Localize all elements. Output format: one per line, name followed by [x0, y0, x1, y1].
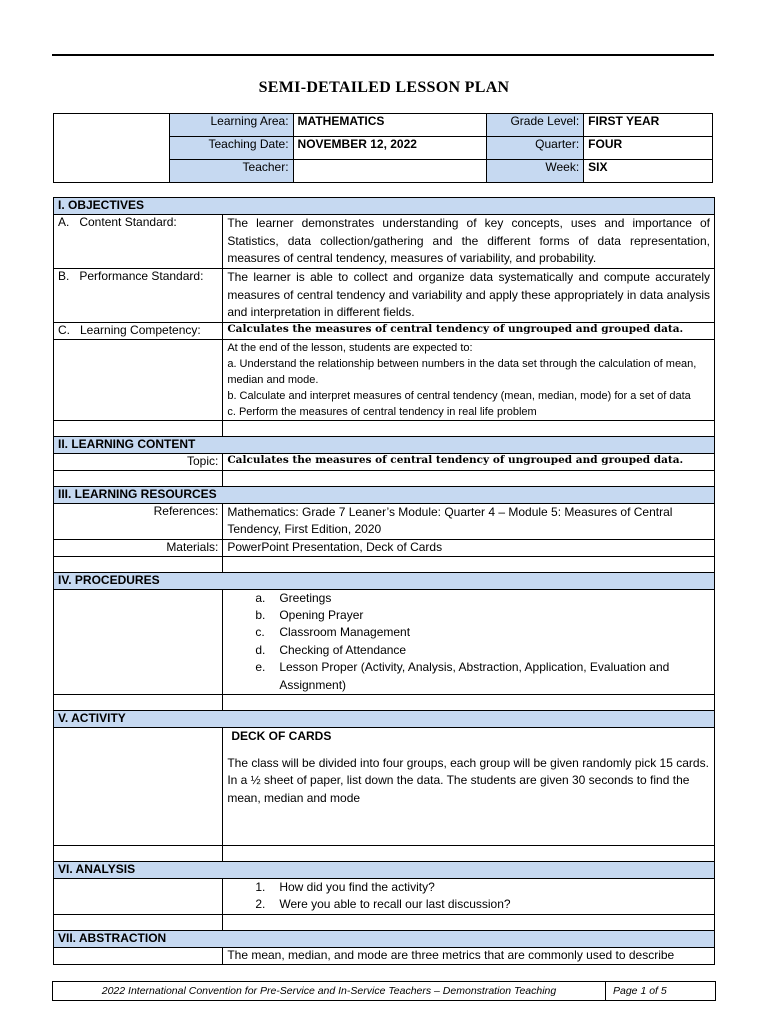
objective-item: a. Understand the relationship between numbers in the data set through the calculation of mean, median and mode.	[227, 357, 697, 386]
activity-spacer	[54, 727, 223, 845]
top-rule	[52, 54, 714, 56]
blank-cell	[223, 914, 715, 930]
references-label: References:	[54, 503, 223, 539]
topic-text: Calculates the measures of central tendency of ungrouped and grouped data.	[223, 453, 715, 470]
quarter-value: FOUR	[584, 137, 713, 160]
objectives-spacer	[54, 339, 223, 420]
learning-area-value: MATHEMATICS	[293, 114, 487, 137]
learning-resources-heading: III. LEARNING RESOURCES	[54, 486, 715, 503]
blank-cell	[54, 556, 223, 572]
list-item: e. Lesson Proper (Activity, Analysis, Abstraction, Application, Evaluation and Assignment)	[255, 660, 670, 692]
competency-text: Calculates the measures of central tendency of ungrouped and grouped data.	[223, 322, 715, 339]
blank-cell	[54, 694, 223, 710]
footer-title: 2022 International Convention for Pre-Service and In-Service Teachers – Demonstration Teaching	[53, 982, 606, 1000]
objectives-list	[223, 339, 715, 420]
activity-text: The class will be divided into four groups, each group will be given randomly pick 15 cards. In a ½ sheet of paper, list down the data. The students are given 30 seconds to find the mean, median and mode	[227, 755, 709, 805]
activity-body	[223, 727, 715, 845]
references-text: Mathematics: Grade 7 Leaner’s Module: Quarter 4 – Module 5: Measures of Central Tendency, First Edition, 2020	[223, 503, 715, 539]
header-table	[53, 113, 713, 183]
blank-cell	[223, 420, 715, 436]
logo-cell	[54, 114, 170, 183]
grade-level-value: FIRST YEAR	[584, 114, 713, 137]
analysis-heading: VI. ANALYSIS	[54, 861, 715, 878]
materials-label: Materials:	[54, 539, 223, 556]
list-item: b. Opening Prayer	[255, 607, 364, 622]
activity-title: DECK OF CARDS	[231, 728, 332, 743]
quarter-label: Quarter:	[487, 137, 584, 160]
blank-cell	[54, 420, 223, 436]
blank-cell	[54, 470, 223, 486]
objective-item: c. Perform the measures of central tendency in real life problem	[227, 405, 537, 418]
abstraction-spacer	[54, 947, 223, 964]
materials-text: PowerPoint Presentation, Deck of Cards	[223, 539, 715, 556]
content-standard-label: A. Content Standard:	[54, 215, 223, 269]
grade-level-label: Grade Level:	[487, 114, 584, 137]
blank-cell	[223, 694, 715, 710]
blank-cell	[54, 845, 223, 861]
blank-cell	[223, 845, 715, 861]
learning-content-heading: II. LEARNING CONTENT	[54, 436, 715, 453]
performance-standard-text: The learner is able to collect and organize data systematically and compute accurately measures of central tendency and variability and apply these appropriately in data analysis and interpretation in different fields.	[223, 269, 715, 323]
learning-area-label: Learning Area:	[169, 114, 293, 137]
content-standard-text: The learner demonstrates understanding of key concepts, uses and importance of Statistics, data collection/gathering and the different forms of data representation, measures of central tendency, measures of variability, and probability.	[223, 215, 715, 269]
procedures-heading: IV. PROCEDURES	[54, 572, 715, 589]
abstraction-text: The mean, median, and mode are three metrics that are commonly used to describe	[223, 947, 715, 964]
teaching-date-value: NOVEMBER 12, 2022	[293, 137, 487, 160]
abstraction-heading: VII. ABSTRACTION	[54, 930, 715, 947]
list-item: d. Checking of Attendance	[255, 642, 407, 657]
activity-heading: V. ACTIVITY	[54, 710, 715, 727]
blank-cell	[223, 556, 715, 572]
blank-cell	[223, 470, 715, 486]
procedures-spacer	[54, 589, 223, 694]
teaching-date-label: Teaching Date:	[169, 137, 293, 160]
performance-standard-label: B. Performance Standard:	[54, 269, 223, 323]
analysis-list	[223, 878, 715, 914]
page-footer	[52, 981, 716, 1001]
list-item: 2. Were you able to recall our last discussion?	[255, 897, 511, 912]
list-item: c. Classroom Management	[255, 625, 411, 640]
list-item: 1. How did you find the activity?	[255, 879, 435, 894]
teacher-value	[293, 160, 487, 183]
page-number: Page 1 of 5	[613, 985, 667, 997]
objectives-intro: At the end of the lesson, students are expected to:	[227, 341, 473, 354]
lesson-plan-table	[53, 197, 715, 965]
week-label: Week:	[487, 160, 584, 183]
objectives-heading: I. OBJECTIVES	[54, 198, 715, 215]
blank-cell	[54, 914, 223, 930]
competency-label: C. Learning Competency:	[54, 322, 223, 339]
list-item: a. Greetings	[255, 590, 332, 605]
teacher-label: Teacher:	[169, 160, 293, 183]
objective-item: b. Calculate and interpret measures of central tendency (mean, median, mode) for a set of data	[227, 389, 691, 402]
procedures-list	[223, 589, 715, 694]
document-title: SEMI-DETAILED LESSON PLAN	[258, 79, 510, 96]
topic-label: Topic:	[54, 453, 223, 470]
analysis-spacer	[54, 878, 223, 914]
week-value: SIX	[584, 160, 713, 183]
